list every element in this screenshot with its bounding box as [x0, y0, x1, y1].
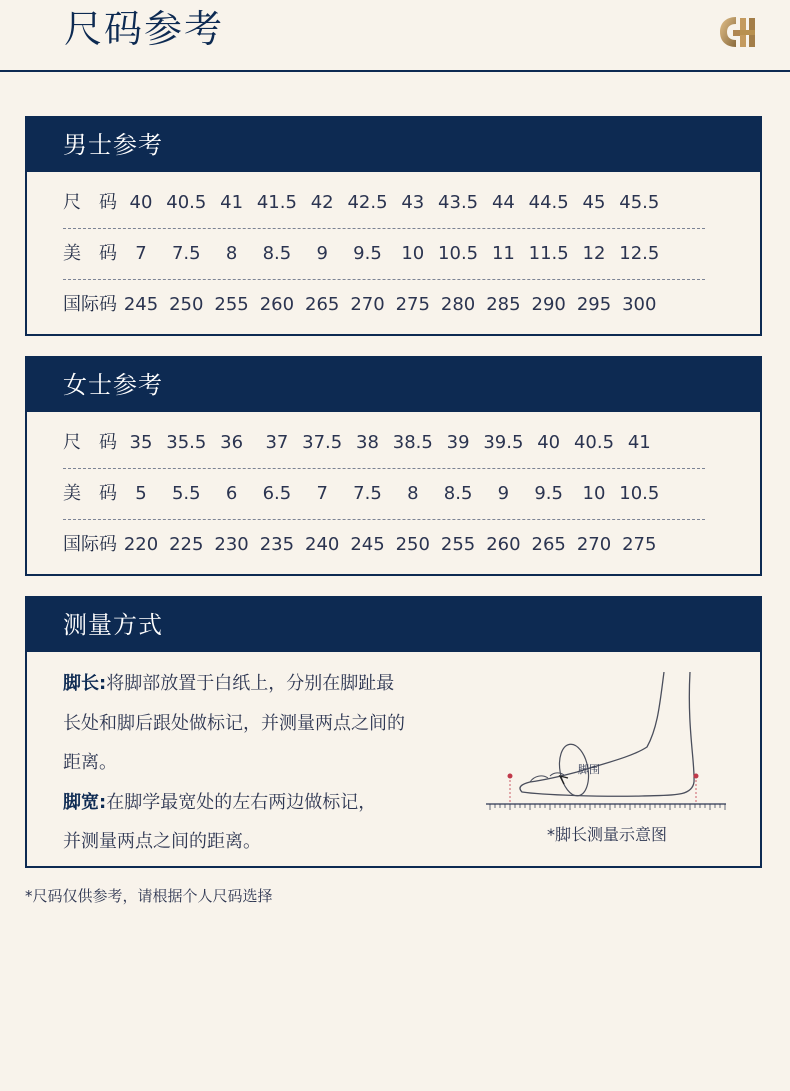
size-cell: 43.5: [438, 192, 479, 213]
size-cell: 41: [627, 432, 651, 453]
size-cell: 45.5: [619, 192, 660, 213]
size-cell: 6: [225, 483, 238, 504]
size-cell: 8.5: [262, 243, 292, 264]
size-cell: 245: [350, 534, 385, 555]
size-cell: 6.5: [262, 483, 292, 504]
size-cell: 39.5: [483, 432, 524, 453]
size-cell: 38: [356, 432, 379, 453]
size-cell: 41.5: [256, 192, 297, 213]
size-cell: 295: [576, 294, 612, 315]
row-label: 美 码: [63, 483, 117, 504]
women-section-title: 女士参考: [27, 358, 760, 412]
size-cell: 44.5: [528, 192, 569, 213]
size-cell: 40: [129, 192, 153, 213]
size-cell: 43: [401, 192, 425, 213]
size-cell: 8.5: [443, 483, 473, 504]
size-cell: 10.5: [619, 483, 660, 504]
table-row: [63, 178, 705, 229]
size-cell: 9: [316, 243, 328, 264]
size-cell: 10: [582, 483, 606, 504]
size-cell: 35: [129, 432, 153, 453]
size-cell: 40.5: [166, 192, 207, 213]
size-cell: 37.5: [302, 432, 343, 453]
gh-monogram-icon: [716, 12, 758, 52]
size-cell: 5.5: [171, 483, 201, 504]
size-cell: 7.5: [171, 243, 201, 264]
size-cell: 40: [537, 432, 561, 453]
row-label: 美 码: [63, 243, 117, 264]
size-cell: 285: [486, 294, 521, 315]
size-cell: 5: [135, 483, 147, 504]
row-label: 尺 码: [63, 432, 117, 453]
size-cell: 250: [169, 294, 204, 315]
size-cell: 9.5: [353, 243, 382, 264]
size-cell: 41: [220, 192, 244, 213]
size-cell: 250: [395, 534, 430, 555]
size-cell: 12.5: [619, 243, 660, 264]
size-cell: 35.5: [166, 432, 207, 453]
measure-body: [27, 652, 760, 867]
size-cell: 245: [123, 294, 159, 315]
size-cell: 255: [214, 294, 249, 315]
size-cell: 255: [440, 534, 476, 555]
table-row: [63, 469, 705, 520]
size-cell: 11: [491, 243, 515, 264]
foot-length-label: 脚长:: [63, 673, 107, 694]
size-cell: 8: [407, 483, 419, 504]
size-cell: 240: [305, 534, 340, 555]
size-cell: 280: [440, 294, 476, 315]
size-cell: 275: [622, 534, 657, 555]
size-cell: 265: [531, 534, 566, 555]
size-cell: 37: [265, 432, 289, 453]
size-cell: 300: [622, 294, 657, 315]
size-cell: 9: [497, 483, 510, 504]
size-cell: 265: [305, 294, 340, 315]
size-cell: 40.5: [573, 432, 615, 453]
foot-measurement-sketch: [482, 672, 732, 817]
page-title: 尺码参考: [64, 7, 225, 51]
foot-width-text: 在脚学最宽处的左右两边做标记，: [106, 791, 377, 813]
measure-instructions: [63, 664, 483, 862]
table-row: [63, 520, 705, 570]
row-label: 国际码: [63, 294, 117, 315]
size-cell: 230: [214, 534, 249, 555]
measure-section: [25, 596, 762, 868]
size-cell: 11.5: [528, 243, 569, 264]
table-row: [63, 418, 705, 469]
size-cell: 36: [220, 432, 244, 453]
size-cell: 225: [169, 534, 204, 555]
size-cell: 260: [486, 534, 521, 555]
size-cell: 38.5: [392, 432, 433, 453]
size-cell: 275: [395, 294, 430, 315]
footnote: *尺码仅供参考，请根据个人尺码选择: [25, 887, 273, 905]
size-cell: 8: [225, 243, 238, 264]
figure-label: 脚围: [578, 763, 600, 776]
foot-length-text: 将脚部放置于白纸上，分别在脚趾最: [106, 673, 395, 694]
men-size-section: [25, 116, 762, 336]
table-row: [63, 229, 705, 280]
size-cell: 270: [576, 534, 612, 555]
size-cell: 7: [316, 483, 328, 504]
size-cell: 42.5: [347, 192, 388, 213]
top-header: [0, 0, 790, 72]
foot-width-label: 脚宽:: [63, 791, 107, 813]
row-label: 国际码: [63, 534, 117, 555]
size-cell: 220: [123, 534, 159, 555]
size-cell: 12: [582, 243, 606, 264]
table-row: [63, 280, 705, 330]
size-cell: 45: [582, 192, 606, 213]
size-cell: 260: [259, 294, 295, 315]
size-cell: 235: [259, 534, 295, 555]
size-cell: 7: [135, 243, 147, 264]
row-label: 尺 码: [63, 192, 117, 213]
foot-length-text: 长处和脚后跟处做标记，并测量两点之间的: [63, 712, 405, 734]
size-cell: 39: [446, 432, 470, 453]
women-size-section: [25, 356, 762, 576]
size-cell: 9.5: [534, 483, 563, 504]
measure-section-title: 测量方式: [27, 598, 760, 652]
size-cell: 10.5: [438, 243, 479, 264]
size-cell: 290: [531, 294, 566, 315]
size-cell: 270: [350, 294, 385, 315]
foot-length-text: 距离。: [63, 752, 117, 773]
size-cell: 10: [401, 243, 425, 264]
figure-caption: *脚长测量示意图: [546, 825, 667, 844]
foot-width-text: 并测量两点之间的距离。: [63, 831, 261, 852]
men-section-title: 男士参考: [27, 118, 760, 172]
size-cell: 44: [491, 192, 515, 213]
size-cell: 42: [310, 192, 334, 213]
size-cell: 7.5: [353, 483, 382, 504]
